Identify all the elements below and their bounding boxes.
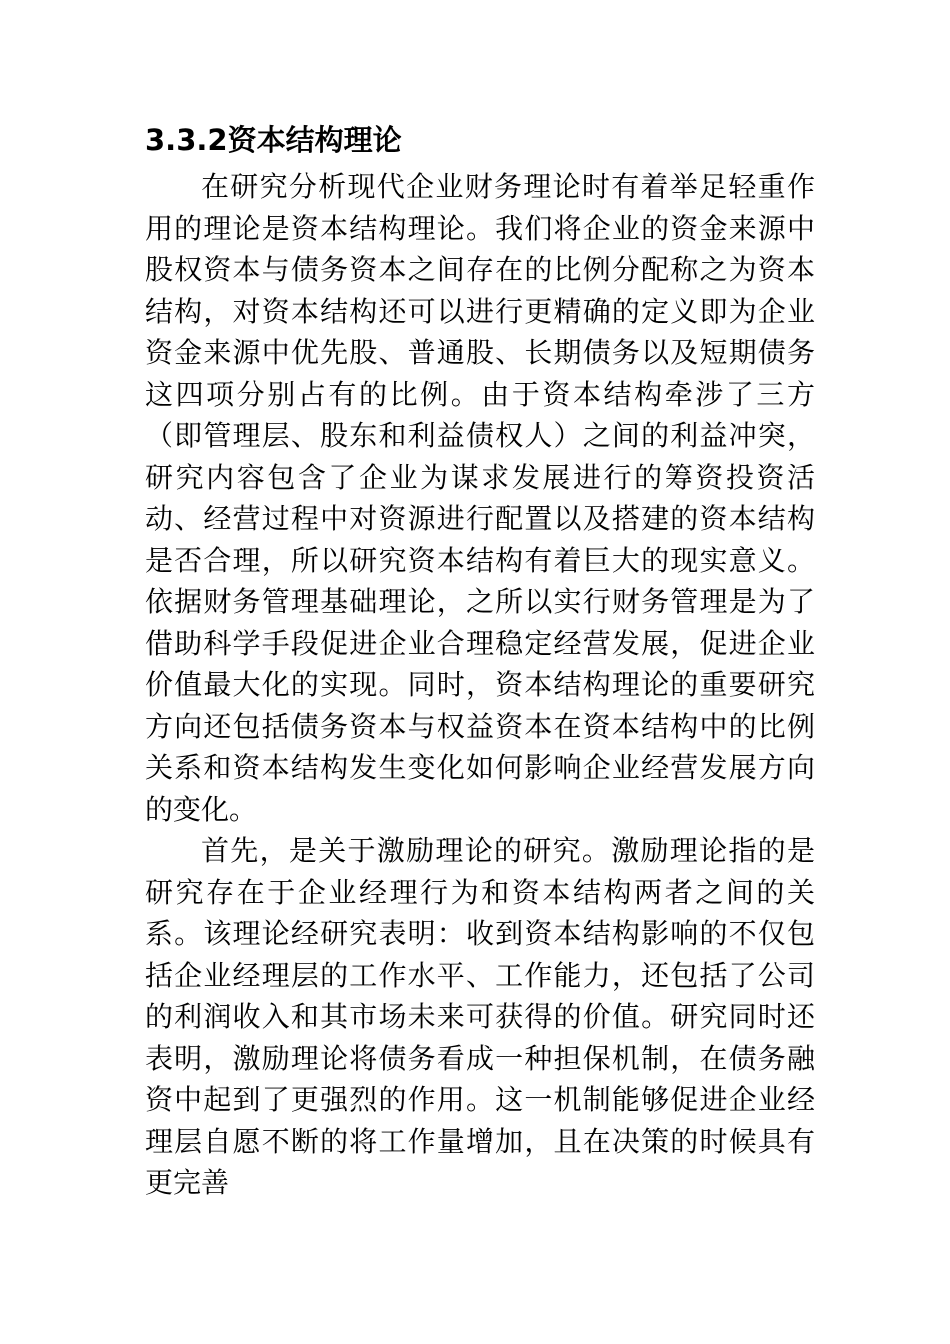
paragraph-incentive-theory: 首先，是关于激励理论的研究。激励理论指的是研究存在于企业经理行为和资本结构两者之间的关系。该理论经研究表明：收到资本结构影响的不仅包括企业经理层的工作水平、工作能力，还包括了公司的利润收入和其市场未来可获得的价值。研究同时还表明，激励理论将债务看成一种担保机制，在债务融资中起到了更强烈的作用。这一机制能够促进企业经理层自愿不断的将工作量增加，且在决策的时候具有更完善	[145, 834, 815, 1199]
section-heading: 3.3.2资本结构理论	[145, 123, 402, 157]
body-text	[145, 166, 815, 1204]
paragraph-capital-structure: 在研究分析现代企业财务理论时有着举足轻重作用的理论是资本结构理论。我们将企业的资金来源中股权资本与债务资本之间存在的比例分配称之为资本结构，对资本结构还可以进行更精确的定义即为企业资金来源中优先股、普通股、长期债务以及短期债务这四项分别占有的比例。由于资本结构牵涉了三方（即管理层、股东和利益债权人）之间的利益冲突，研究内容包含了企业为谋求发展进行的筹资投资活动、经营过程中对资源进行配置以及搭建的资本结构是否合理，所以研究资本结构有着巨大的现实意义。依据财务管理基础理论，之所以实行财务管理是为了借助科学手段促进企业合理稳定经营发展，促进企业价值最大化的实现。同时，资本结构理论的重要研究方向还包括债务资本与权益资本在资本结构中的比例关系和资本结构发生变化如何影响企业经营发展方向的变化。	[145, 170, 815, 826]
